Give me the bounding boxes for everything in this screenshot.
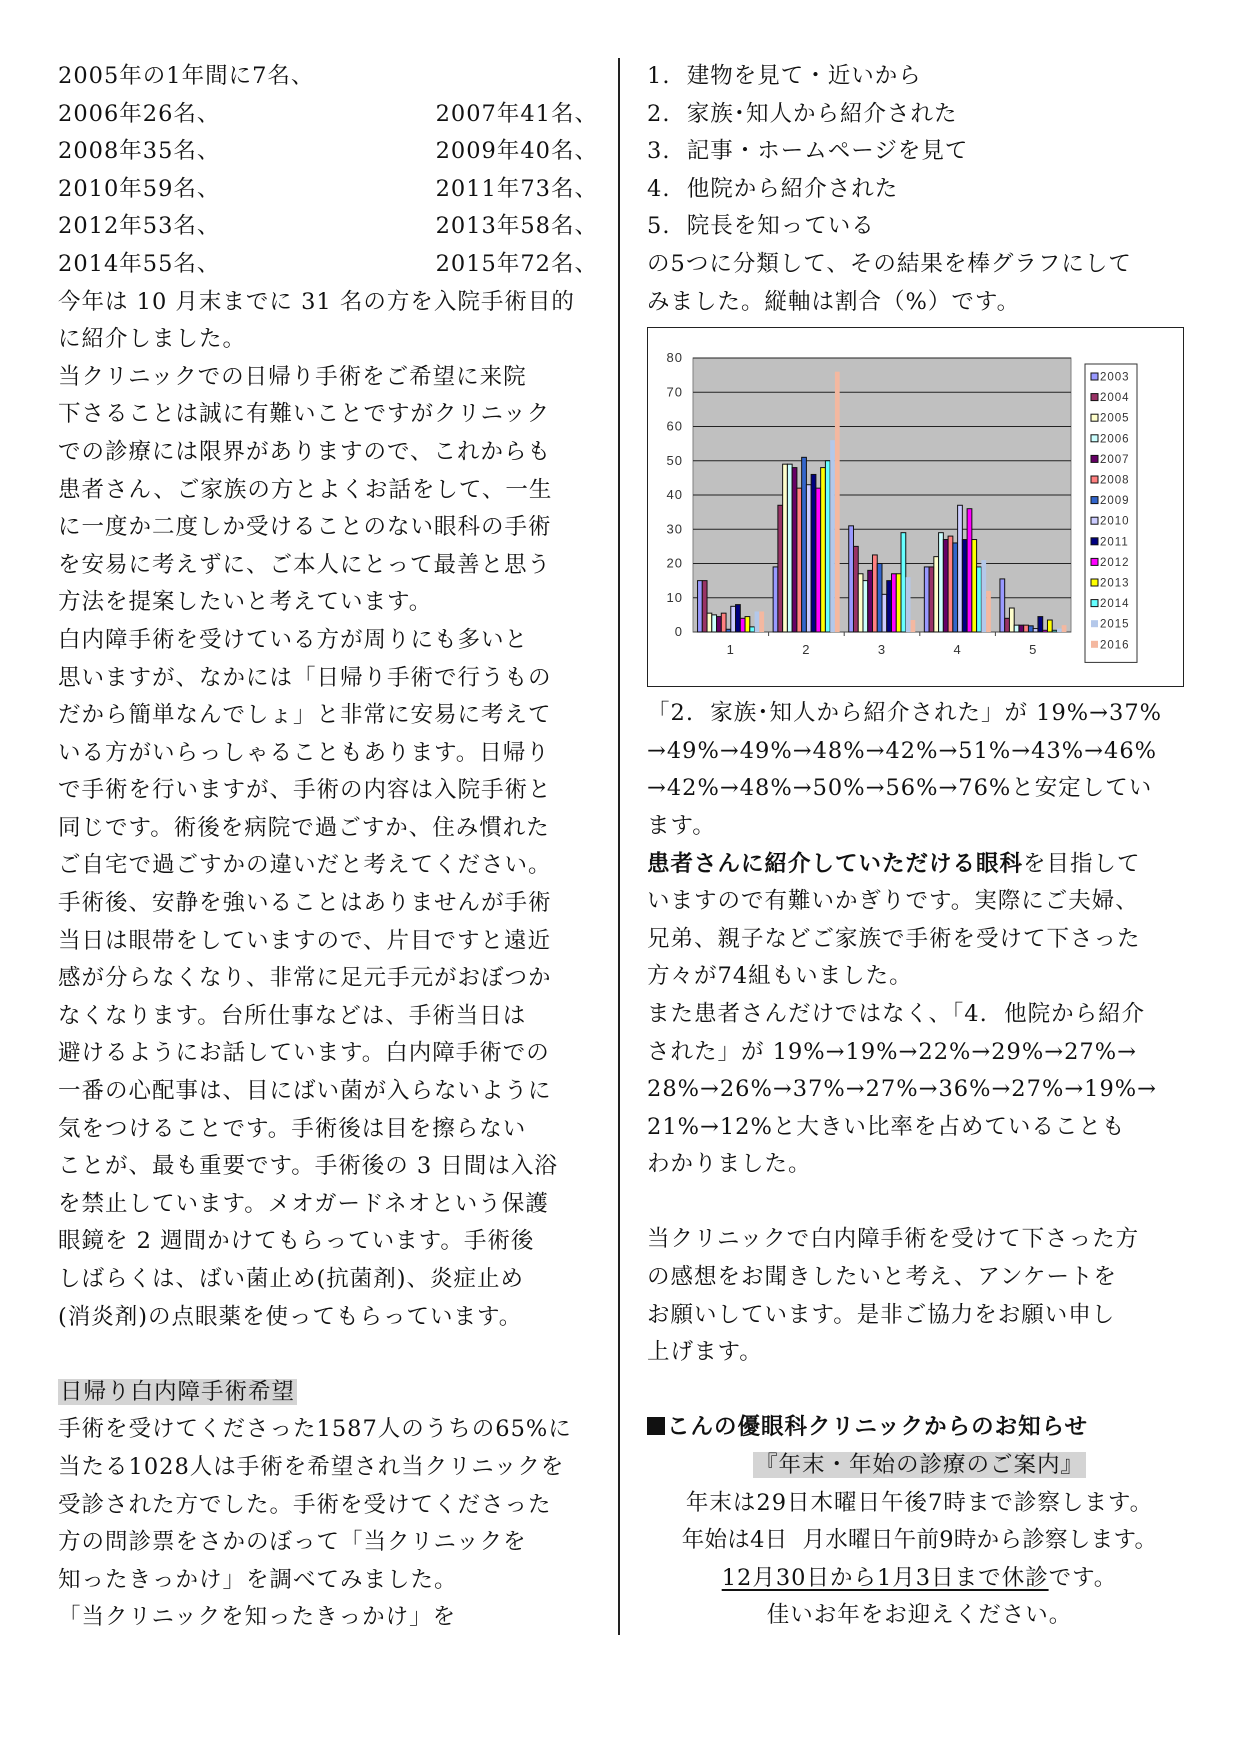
bar-2009-cat-5 bbox=[1028, 626, 1033, 632]
text-line: の感想をお聞きしたいと考え、アンケートを bbox=[647, 1264, 1118, 1291]
notice-subtitle-line bbox=[647, 1447, 1192, 1485]
chart-intro-paragraph bbox=[647, 246, 1192, 321]
yearly-count-row bbox=[58, 246, 598, 284]
text-line: を禁止しています。メオガードネオという保護 bbox=[58, 1190, 549, 1217]
legend-swatch-2010 bbox=[1091, 517, 1098, 524]
bar-2008-cat-4 bbox=[948, 536, 953, 632]
legend-swatch-2014 bbox=[1091, 600, 1098, 607]
bar-2007-cat-2 bbox=[792, 468, 797, 632]
bar-2009-cat-1 bbox=[726, 629, 731, 632]
legend-swatch-2009 bbox=[1091, 497, 1098, 504]
legend-label-2004: 2004 bbox=[1100, 392, 1130, 405]
bar-2015-cat-3 bbox=[906, 577, 911, 632]
reason-item: 2. 家族･知人から紹介された bbox=[647, 100, 958, 127]
notice-subtitle: 『年末・年始の診療のご案内』 bbox=[754, 1452, 1084, 1479]
bar-2016-cat-3 bbox=[911, 620, 916, 632]
bar-2005-cat-3 bbox=[858, 574, 863, 632]
bar-2013-cat-1 bbox=[745, 617, 750, 632]
bar-2016-cat-2 bbox=[835, 372, 840, 632]
text-line: ご自宅で過ごすかの違いだと考えてください。 bbox=[58, 852, 552, 879]
bar-2013-cat-3 bbox=[896, 574, 901, 632]
bar-2008-cat-2 bbox=[797, 488, 802, 632]
x-tick-label: 3 bbox=[877, 642, 887, 658]
bar-2011-cat-3 bbox=[887, 581, 892, 632]
bar-2005-cat-5 bbox=[1009, 608, 1014, 632]
reason-item: 4. 他院から紹介された bbox=[647, 175, 899, 202]
text-line: (消炎剤)の点眼薬を使ってもらっています。 bbox=[58, 1303, 523, 1330]
legend-label-2014: 2014 bbox=[1100, 598, 1130, 611]
yearly-count: 2007年41名、 bbox=[435, 100, 598, 127]
bar-2004-cat-3 bbox=[853, 547, 858, 633]
bar-2012-cat-3 bbox=[892, 574, 897, 632]
bar-2008-cat-1 bbox=[721, 613, 726, 632]
yearly-count-row bbox=[58, 171, 598, 209]
x-tick-label: 1 bbox=[726, 642, 735, 658]
right-column bbox=[647, 58, 1192, 1635]
legend-swatch-2008 bbox=[1091, 476, 1098, 483]
text-line: 方々が74組もいました。 bbox=[647, 963, 913, 990]
legend-label-2015: 2015 bbox=[1100, 618, 1130, 631]
y-tick-label: 50 bbox=[666, 452, 683, 468]
notice-title: こんの優眼科クリニックからのお知らせ bbox=[647, 1409, 1192, 1447]
text-line: での診療には限界がありますので、これからも bbox=[58, 438, 552, 465]
legend-label-2012: 2012 bbox=[1100, 557, 1130, 570]
bar-2012-cat-4 bbox=[967, 509, 972, 632]
bar-2011-cat-1 bbox=[736, 605, 741, 632]
bar-2014-cat-1 bbox=[750, 627, 755, 632]
bar-2015-cat-2 bbox=[830, 440, 835, 632]
text-line: 方法を提案したいと考えています。 bbox=[58, 589, 433, 616]
legend-label-2009: 2009 bbox=[1100, 495, 1130, 508]
legend-swatch-2015 bbox=[1091, 620, 1098, 627]
yearly-count: 2015年72名、 bbox=[435, 250, 598, 277]
legend-swatch-2004 bbox=[1091, 394, 1098, 401]
bar-2007-cat-3 bbox=[868, 571, 873, 633]
bar-2004-cat-4 bbox=[929, 567, 934, 632]
legend-swatch-2013 bbox=[1091, 579, 1098, 586]
y-tick-label: 20 bbox=[666, 555, 683, 571]
bar-2005-cat-1 bbox=[707, 613, 712, 632]
bar-2010-cat-4 bbox=[958, 505, 963, 632]
yearly-count: 2013年58名、 bbox=[435, 213, 598, 240]
bar-2013-cat-4 bbox=[972, 540, 977, 632]
text-line: 上げます。 bbox=[647, 1339, 763, 1366]
survey-request-paragraph bbox=[647, 1221, 1192, 1371]
bar-2015-cat-5 bbox=[1057, 629, 1062, 632]
text-line: いますので有難いかぎりです。実際にご夫婦、 bbox=[647, 888, 1139, 915]
text-line: 方の問診票をさかのぼって「当クリニックを bbox=[58, 1529, 527, 1556]
bar-2012-cat-1 bbox=[740, 618, 745, 632]
bar-2006-cat-1 bbox=[712, 615, 717, 632]
legend-swatch-2011 bbox=[1091, 538, 1098, 545]
bar-2009-cat-3 bbox=[877, 564, 882, 633]
text-line: 「当クリニックを知ったきっかけ」を bbox=[58, 1604, 457, 1631]
reason-item: 1. 建物を見て・近いから bbox=[647, 63, 922, 89]
bar-2006-cat-3 bbox=[863, 581, 868, 632]
text-line: みました。縦軸は割合（%）です。 bbox=[647, 288, 1021, 315]
left-column bbox=[58, 58, 598, 1637]
bar-2003-cat-5 bbox=[1000, 579, 1005, 632]
bar-2010-cat-5 bbox=[1033, 629, 1038, 632]
text-line: 「2. 家族･知人から紹介された」が 19%→37% bbox=[647, 700, 1163, 727]
text-line: 眼鏡を 2 週間かけてもらっています。手術後 bbox=[58, 1228, 535, 1255]
bar-2007-cat-4 bbox=[943, 540, 948, 632]
text-line: また患者さんだけではなく、「4. 他院から紹介 bbox=[647, 1000, 1146, 1027]
legend-label-2007: 2007 bbox=[1100, 454, 1130, 467]
text-line: 避けるようにお話しています。白内障手術での bbox=[58, 1040, 550, 1067]
legend-label-2008: 2008 bbox=[1100, 474, 1130, 487]
column-divider bbox=[618, 58, 620, 1635]
bar-2015-cat-1 bbox=[755, 612, 760, 633]
text-line: 思いますが、なかには「日帰り手術で行うもの bbox=[58, 664, 552, 691]
x-tick-label: 5 bbox=[1029, 642, 1038, 658]
text-line: 同じです。術後を病院で過ごすか、住み慣れた bbox=[58, 814, 550, 841]
text-line: ことが、最も重要です。手術後の 3 日間は入浴 bbox=[58, 1153, 558, 1180]
bar-2016-cat-4 bbox=[986, 591, 991, 632]
legend-swatch-2006 bbox=[1091, 435, 1098, 442]
bar-2009-cat-2 bbox=[802, 457, 807, 632]
bar-2005-cat-2 bbox=[783, 464, 788, 632]
legend-label-2016: 2016 bbox=[1100, 639, 1130, 652]
yearly-counts bbox=[58, 96, 598, 284]
bar-2006-cat-5 bbox=[1014, 625, 1019, 632]
legend-swatch-2012 bbox=[1091, 559, 1098, 566]
yearly-count-row bbox=[58, 133, 598, 171]
bar-2003-cat-1 bbox=[698, 581, 703, 632]
text-line: 手術後、安静を強いることはありませんが手術 bbox=[58, 890, 552, 917]
section-heading: 日帰り白内障手術希望 bbox=[60, 1378, 296, 1405]
survey-intro-paragraph bbox=[58, 1411, 598, 1637]
bar-2005-cat-4 bbox=[934, 557, 939, 632]
legend-label-2011: 2011 bbox=[1100, 536, 1129, 549]
yearly-count: 2008年35名、 bbox=[58, 138, 221, 165]
text-line: 感が分らなくなり、非常に足元手元がおぼつか bbox=[58, 965, 552, 992]
notice-line-3: 12月30日から1月3日まで休診です。 bbox=[721, 1564, 1118, 1591]
text-line: いる方がいらっしゃることもあります。日帰り bbox=[58, 739, 550, 766]
text-line: の5つに分類して、その結果を棒グラフにして bbox=[647, 250, 1132, 277]
reason-item: 5. 院長を知っている bbox=[647, 213, 875, 240]
bar-2003-cat-3 bbox=[849, 526, 854, 632]
notice-line-1: 年末は29日木曜日午後7時まで診察します。 bbox=[685, 1489, 1154, 1516]
yearly-count: 2012年53名、 bbox=[58, 213, 221, 240]
text-line: 患者さん、ご家族の方とよくお話をして、一生 bbox=[58, 476, 553, 503]
this-year-paragraph bbox=[58, 284, 598, 359]
text-line: に紹介しました。 bbox=[58, 326, 247, 353]
other-clinic-referral-paragraph bbox=[647, 996, 1192, 1184]
text-line: 当日は眼帯をしていますので、片目ですと遠近 bbox=[58, 927, 552, 954]
x-tick-label: 4 bbox=[953, 642, 962, 658]
yearly-count: 2009年40名、 bbox=[435, 138, 598, 165]
y-tick-label: 30 bbox=[666, 521, 683, 537]
reason-item: 3. 記事・ホームページを見て bbox=[647, 138, 969, 165]
x-tick-label: 2 bbox=[802, 642, 811, 658]
bar-2003-cat-4 bbox=[924, 567, 929, 632]
y-tick-label: 60 bbox=[666, 418, 683, 434]
intro-line: 2005年の1年間に7名、 bbox=[58, 63, 315, 89]
bar-2007-cat-1 bbox=[717, 617, 722, 632]
text-line: された」が 19%→19%→22%→29%→27%→ bbox=[647, 1038, 1137, 1065]
text-line: で手術を行いますが、手術の内容は入院手術と bbox=[58, 777, 552, 804]
reasons-list bbox=[647, 58, 1192, 246]
bar-2010-cat-3 bbox=[882, 594, 887, 632]
text-line: 28%→26%→37%→27%→36%→27%→19%→ bbox=[647, 1076, 1158, 1103]
bar-2011-cat-4 bbox=[962, 540, 967, 632]
text-line: 受診された方でした。手術を受けてくださった bbox=[58, 1491, 552, 1518]
bar-2013-cat-2 bbox=[821, 468, 826, 632]
aim-paragraph-first-line bbox=[647, 846, 1192, 884]
bar-chart bbox=[647, 327, 1184, 687]
y-tick-label: 0 bbox=[674, 624, 683, 640]
bar-2014-cat-2 bbox=[825, 461, 830, 632]
aim-paragraph bbox=[647, 883, 1192, 996]
legend-label-2013: 2013 bbox=[1100, 577, 1130, 590]
notice-line-2: 年始は4日 月水曜日午前9時から診察します。 bbox=[681, 1527, 1158, 1554]
text-line: 今年は 10 月末までに 31 名の方を入院手術目的 bbox=[58, 288, 575, 315]
text-line: に一度か二度しか受けることのない眼科の手術 bbox=[58, 514, 552, 541]
bar-2012-cat-5 bbox=[1043, 630, 1048, 632]
text-line: しばらくは、ばい菌止め(抗菌剤)、炎症止め bbox=[58, 1266, 525, 1292]
bar-2008-cat-5 bbox=[1024, 625, 1029, 632]
bar-2004-cat-2 bbox=[778, 505, 783, 632]
text-line: 白内障手術を受けている方が周りにも多いと bbox=[58, 626, 529, 653]
text-line: 知ったきっかけ」を調べてみました。 bbox=[58, 1566, 458, 1593]
bar-2008-cat-3 bbox=[872, 555, 877, 632]
legend-swatch-2003 bbox=[1091, 373, 1098, 380]
text-line: わかりました。 bbox=[647, 1151, 812, 1178]
bar-2014-cat-4 bbox=[977, 567, 982, 632]
bar-2010-cat-2 bbox=[806, 485, 811, 632]
legend-swatch-2016 bbox=[1091, 641, 1098, 648]
legend-label-2006: 2006 bbox=[1100, 433, 1130, 446]
bar-2009-cat-4 bbox=[953, 543, 958, 632]
text-line: →42%→48%→50%→56%→76%と安定してい bbox=[647, 775, 1153, 802]
bar-2010-cat-1 bbox=[731, 606, 736, 632]
text-line: 下さることは誠に有難いことですがクリニック bbox=[58, 401, 551, 428]
text-line: お願いしています。是非ご協力をお願い申し bbox=[647, 1301, 1116, 1328]
yearly-count-row bbox=[58, 96, 598, 134]
text-line: 兄弟、親子などご家族で手術を受けて下さった bbox=[647, 925, 1141, 952]
text-line: 当たる1028人は手術を希望され当クリニックを bbox=[58, 1453, 565, 1480]
y-tick-label: 80 bbox=[666, 350, 683, 366]
closed-period: 12月30日から1月3日まで休診 bbox=[721, 1564, 1049, 1591]
bar-chart-svg bbox=[648, 328, 1183, 686]
legend-swatch-2005 bbox=[1091, 414, 1098, 421]
legend-label-2003: 2003 bbox=[1100, 371, 1130, 384]
text-line: 手術を受けてくださった1587人のうちの65%に bbox=[58, 1416, 572, 1443]
bar-2016-cat-1 bbox=[759, 612, 764, 633]
aim-bold-text: 患者さんに紹介していただける眼科 bbox=[647, 850, 1024, 877]
bar-2014-cat-3 bbox=[901, 533, 906, 632]
text-line: だから簡単なんでしょ」と非常に安易に考えて bbox=[58, 702, 552, 729]
bar-2004-cat-5 bbox=[1005, 618, 1010, 632]
yearly-count: 2011年73名、 bbox=[435, 175, 598, 202]
yearly-count-row bbox=[58, 208, 598, 246]
text-line: 気をつけることです。手術後は目を擦らない bbox=[58, 1115, 527, 1142]
legend-label-2005: 2005 bbox=[1100, 412, 1130, 425]
text-line: 当クリニックで白内障手術を受けて下さった方 bbox=[647, 1226, 1140, 1253]
bar-2003-cat-2 bbox=[773, 567, 778, 632]
text-line: を安易に考えずに、ご本人にとって最善と思う bbox=[58, 551, 552, 578]
bar-2013-cat-5 bbox=[1047, 620, 1052, 632]
bar-2006-cat-4 bbox=[939, 533, 944, 632]
bar-2014-cat-5 bbox=[1052, 630, 1057, 632]
cataract-surgery-paragraph bbox=[58, 622, 598, 1336]
text-line: なくなります。台所仕事などは、手術当日は bbox=[58, 1002, 527, 1029]
text-line: 21%→12%と大きい比率を占めていることも bbox=[647, 1113, 1126, 1140]
bar-2015-cat-4 bbox=[981, 560, 986, 632]
bar-2006-cat-2 bbox=[787, 464, 792, 632]
text-line: 一番の心配事は、目にばい菌が入らないように bbox=[58, 1078, 552, 1105]
aim-rest-text: を目指して bbox=[1023, 850, 1141, 877]
bar-2011-cat-5 bbox=[1038, 617, 1043, 632]
bar-2004-cat-1 bbox=[702, 581, 707, 632]
text-line: 当クリニックでの日帰り手術をご希望に来院 bbox=[58, 363, 527, 390]
y-tick-label: 40 bbox=[666, 487, 683, 503]
bar-2012-cat-2 bbox=[816, 488, 821, 632]
notice-line-4: 佳いお年をお迎えください。 bbox=[766, 1602, 1073, 1629]
day-surgery-paragraph bbox=[58, 359, 598, 622]
text-line: →49%→49%→48%→42%→51%→43%→46% bbox=[647, 737, 1158, 764]
bar-2011-cat-2 bbox=[811, 475, 816, 633]
notice-section bbox=[647, 1409, 1192, 1635]
black-square-icon bbox=[647, 1417, 665, 1435]
bar-2016-cat-5 bbox=[1062, 625, 1067, 632]
legend-label-2010: 2010 bbox=[1100, 515, 1130, 528]
legend-box bbox=[1085, 364, 1137, 662]
y-tick-label: 70 bbox=[666, 384, 683, 400]
bar-2007-cat-5 bbox=[1019, 625, 1024, 632]
yearly-count: 2010年59名、 bbox=[58, 175, 221, 202]
yearly-count: 2014年55名、 bbox=[58, 250, 221, 277]
yearly-count: 2006年26名、 bbox=[58, 100, 221, 127]
y-tick-label: 10 bbox=[666, 589, 683, 605]
text-line: ます。 bbox=[647, 812, 716, 839]
family-referral-paragraph bbox=[647, 695, 1192, 845]
legend-swatch-2007 bbox=[1091, 456, 1098, 463]
